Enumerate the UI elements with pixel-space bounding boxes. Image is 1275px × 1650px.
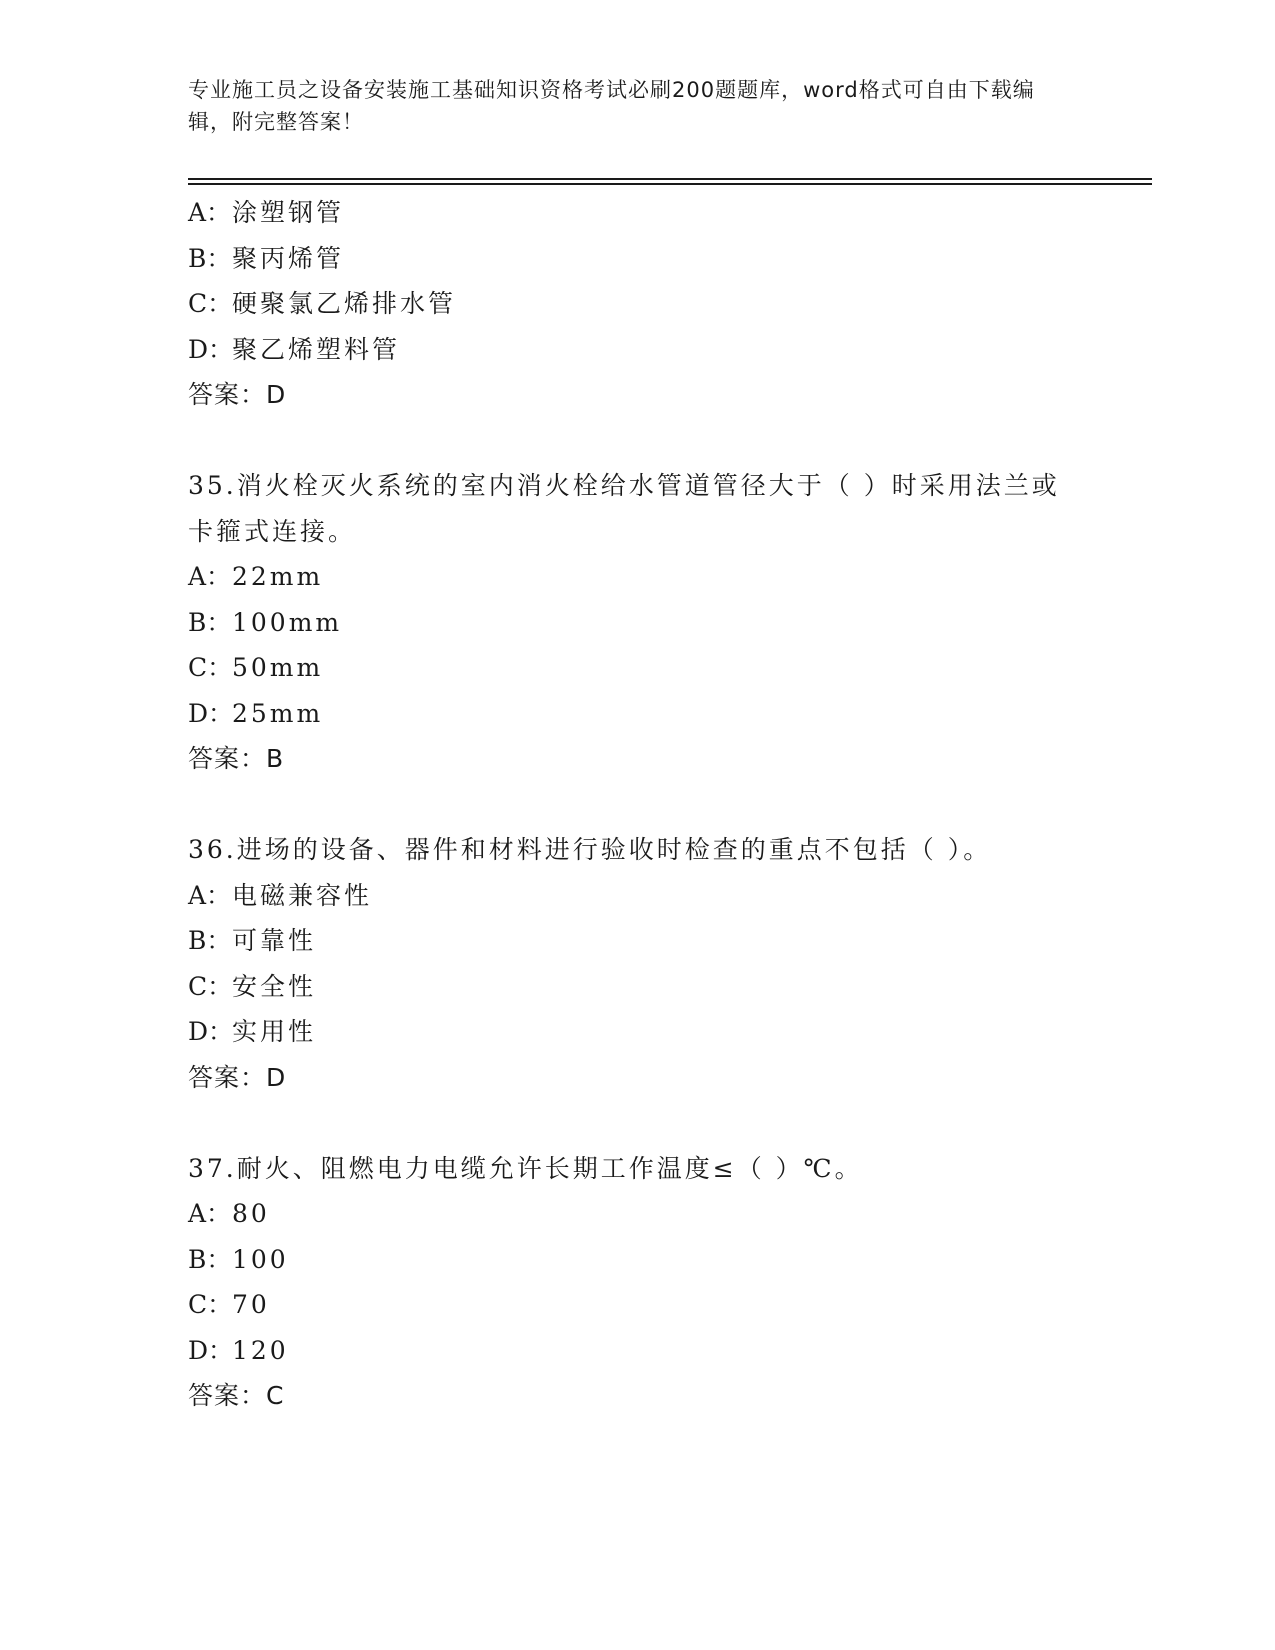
option-text: 电磁兼容性: [232, 880, 373, 910]
option-letter: D：: [188, 334, 234, 364]
answer-line: 答案：C: [188, 1381, 285, 1410]
option-letter: B：: [188, 243, 232, 273]
option-d: [188, 1328, 1088, 1374]
option-text: 聚乙烯塑料管: [232, 334, 401, 364]
option-b: [188, 236, 1088, 282]
option-letter: A：: [188, 1199, 232, 1228]
option-b: [188, 1237, 1088, 1283]
question-stem: 36.进场的设备、器件和材料进行验收时检查的重点不包括（ ）。: [188, 835, 992, 864]
option-letter: D：: [188, 1335, 234, 1365]
question-stem: 35.消火栓灭火系统的室内消火栓给水管道管径大于（ ）时采用法兰或卡箍式连接。: [188, 471, 1060, 546]
spacer: [188, 1100, 1088, 1146]
option-letter: B：: [188, 607, 232, 637]
option-letter: B：: [188, 1244, 232, 1274]
option-letter: C：: [188, 289, 233, 318]
option-c: [188, 645, 1088, 691]
option-text: 聚丙烯管: [232, 243, 345, 273]
option-text: 硬聚氯乙烯排水管: [232, 289, 457, 318]
option-a: [188, 554, 1088, 600]
option-text: 70: [232, 1290, 270, 1319]
question-block-prev: [188, 190, 1088, 418]
header-rule-bottom: [188, 183, 1152, 185]
question-block-35: [188, 463, 1088, 782]
spacer: [188, 782, 1088, 828]
option-d: [188, 1009, 1088, 1055]
answer-line: 答案：B: [188, 744, 285, 773]
option-b: [188, 918, 1088, 964]
option-letter: A：: [188, 198, 232, 227]
option-b: [188, 600, 1088, 646]
option-text: 100: [232, 1244, 289, 1274]
option-d: [188, 327, 1088, 373]
option-text: 120: [232, 1335, 289, 1365]
option-text: 可靠性: [232, 926, 317, 955]
question-list: [188, 190, 1088, 1419]
question-block-37: [188, 1146, 1088, 1419]
option-text: 50mm: [232, 653, 324, 682]
answer-line: 答案：D: [188, 380, 287, 409]
option-letter: C：: [188, 1290, 233, 1319]
option-text: 实用性: [232, 1017, 317, 1046]
answer-line: 答案：D: [188, 1062, 287, 1092]
option-c: [188, 1282, 1088, 1328]
option-text: 80: [232, 1199, 270, 1228]
option-letter: A：: [188, 880, 232, 910]
option-a: [188, 873, 1088, 919]
option-a: [188, 1191, 1088, 1237]
option-c: [188, 281, 1088, 327]
option-letter: B：: [188, 926, 232, 955]
spacer: [188, 418, 1088, 464]
header-rule-top: [188, 178, 1152, 180]
option-text: 安全性: [232, 971, 317, 1001]
option-letter: C：: [188, 971, 233, 1001]
option-text: 22mm: [232, 562, 324, 591]
option-d: [188, 691, 1088, 737]
question-stem: 37.耐火、阻燃电力电缆允许长期工作温度≤（ ）℃。: [188, 1153, 863, 1183]
option-letter: A：: [188, 562, 232, 591]
question-block-36: [188, 827, 1088, 1100]
option-letter: D：: [188, 698, 234, 728]
option-letter: D：: [188, 1017, 234, 1046]
option-letter: C：: [188, 653, 233, 682]
option-text: 涂塑钢管: [232, 198, 345, 227]
option-a: [188, 190, 1088, 236]
document-header: 专业施工员之设备安装施工基础知识资格考试必刷200题题库，word格式可自由下载编辑，附完整答案！: [188, 78, 1035, 134]
option-text: 100mm: [232, 607, 343, 637]
option-text: 25mm: [232, 698, 324, 728]
option-c: [188, 964, 1088, 1010]
